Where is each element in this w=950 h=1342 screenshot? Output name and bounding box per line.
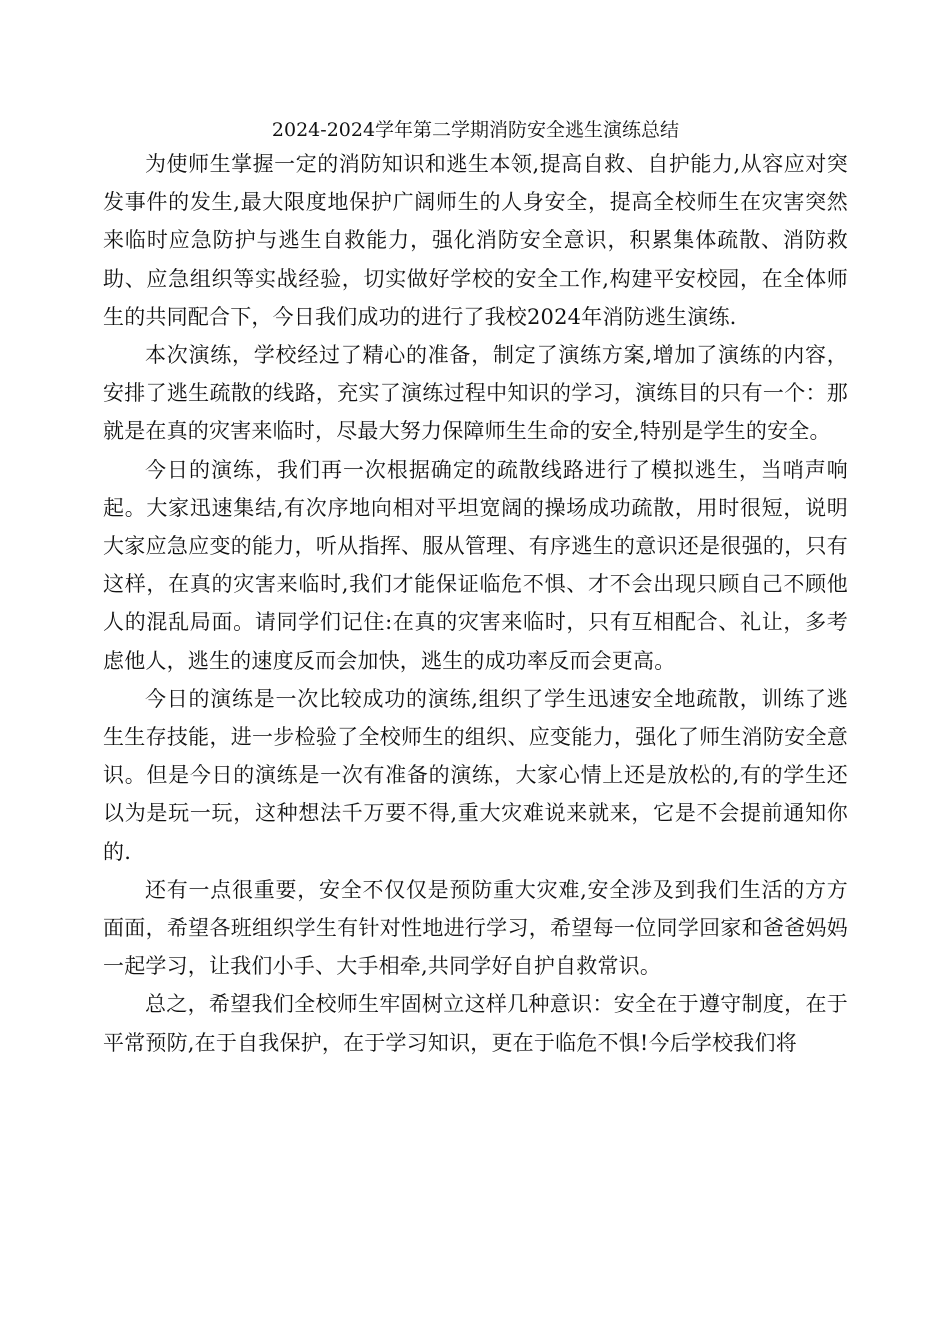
paragraph-evaluation: 今日的演练是一次比较成功的演练,组织了学生迅速安全地疏散，训练了逃生生存技能，进一步检验了全校师生的组织、应变能力，强化了师生消防安全意识。但是今日的演练是一次有准备的演练，大家心情上还是放松的,有的学生还以为是玩一玩，这种想法千万要不得,重大灾难说来就来，它是不会提前通知你的. bbox=[103, 686, 848, 864]
document-body bbox=[103, 116, 848, 1062]
paragraph-conclusion: 总之，希望我们全校师生牢固树立这样几种意识：安全在于遵守制度，在于平常预防,在于自我保护，在于学习知识，更在于临危不惧!今后学校我们将 bbox=[103, 992, 848, 1055]
paragraph-safety-learning: 还有一点很重要，安全不仅仅是预防重大灾难,安全涉及到我们生活的方方面面，希望各班组织学生有针对性地进行学习，希望每一位同学回家和爸爸妈妈一起学习，让我们小手、大手相牵,共同学好自护自救常识。 bbox=[103, 877, 848, 979]
document-title: 2024-2024学年第二学期消防安全逃生演练总结 bbox=[271, 119, 680, 141]
paragraph-preparation: 本次演练，学校经过了精心的准备，制定了演练方案,增加了演练的内容，安排了逃生疏散的线路，充实了演练过程中知识的学习，演练目的只有一个：那就是在真的灾害来临时，尽最大努力保障师生生命的安全,特别是学生的安全。 bbox=[103, 343, 848, 444]
paragraph-drill-process: 今日的演练，我们再一次根据确定的疏散线路进行了模拟逃生，当哨声响起。大家迅速集结,有次序地向相对平坦宽阔的操场成功疏散，用时很短，说明大家应急应变的能力，听从指挥、服从管理、有序逃生的意识还是很强的，只有这样，在真的灾害来临时,我们才能保证临危不惧、才不会出现只顾自己不顾他人的混乱局面。请同学们记住:在真的灾害来临时，只有互相配合、礼让，多考虑他人，逃生的速度反而会加快，逃生的成功率反而会更高。 bbox=[103, 457, 848, 673]
paragraph-intro: 为使师生掌握一定的消防知识和逃生本领,提高自救、自护能力,从容应对突发事件的发生,最大限度地保护广阔师生的人身安全，提高全校师生在灾害突然来临时应急防护与逃生自救能力，强化消防安全意识，积累集体疏散、消防救助、应急组织等实战经验，切实做好学校的安全工作,构建平安校园，在全体师生的共同配合下，今日我们成功的进行了我校2024年消防逃生演练. bbox=[103, 152, 848, 329]
